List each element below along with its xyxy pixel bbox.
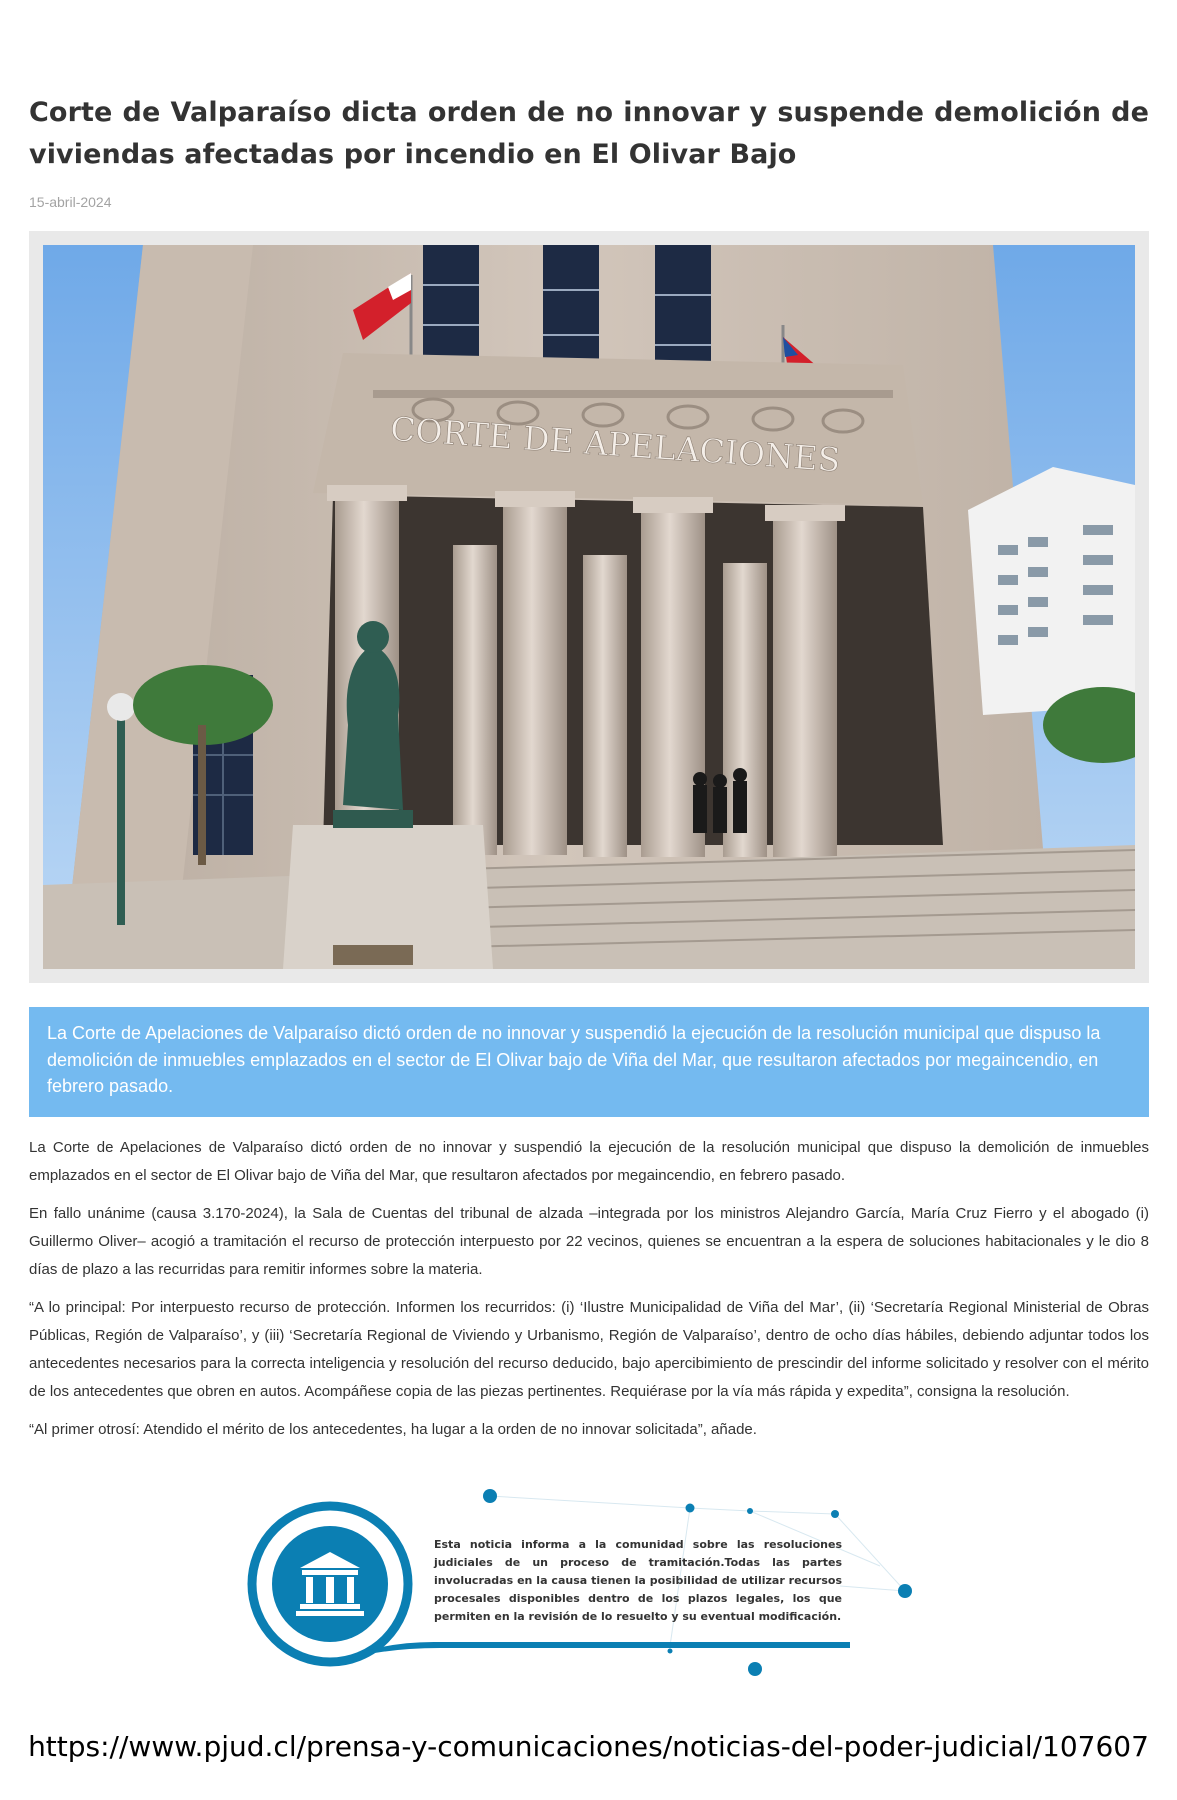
court-building-photo — [43, 245, 1135, 969]
paragraph-1: La Corte de Apelaciones de Valparaíso dictó orden de no innovar y suspendió la ejecución de la resolución municipal que dispuso la demolición de inmuebles emplazados en el sector de El Olivar bajo de Viña del Mar, que resultaron afectados por megaincendio, en febrero pasado. — [29, 1139, 1149, 1184]
facade-inscription: CORTE DE APELACIONES — [389, 409, 842, 480]
article-title: Corte de Valparaíso dicta orden de no innovar y suspende demolición de viviendas afectadas por incendio en El Olivar Bajo — [29, 97, 1149, 170]
article-body — [29, 1134, 1149, 1454]
paragraph-2: En fallo unánime (causa 3.170-2024), la Sala de Cuentas del tribunal de alzada –integrada por los ministros Alejandro García, María Cruz Fierro y el abogado (i) Guillermo Oliver– acogió a tramitación el recurso de protección interpuesto por 22 vecinos, quienes se encuentran a la espera de soluciones habitacionales y le dio 8 días de plazo a las recurridas para remitir informes sobre la materia. — [29, 1205, 1149, 1278]
lead-summary: La Corte de Apelaciones de Valparaíso dictó orden de no innovar y suspendió la ejecución de la resolución municipal que dispuso la demolición de inmuebles emplazados en el sector de El Olivar bajo de Viña del Mar, que resultaron afectados por megaincendio, en febrero pasado. — [29, 1007, 1149, 1117]
article-photo — [29, 231, 1149, 983]
paragraph-3: “A lo principal: Por interpuesto recurso de protección. Informen los recurridos: (i) ‘Ilustre Municipalidad de Viña del Mar’, (ii) ‘Secretaría Regional Ministerial de Obras Públicas, Región de Valparaíso’, y (iii) ‘Secretaría Regional de Viviendo y Urbanismo, Región de Valparaíso’, dentro de ocho días hábiles, debiendo adjuntar todos los antecedentes necesarios para la correcta inteligencia y resolución del recurso deducido, bajo apercibimiento de prescindir del informe solicitado y resolver con el mérito de los antecedentes que obren en autos. Acompáñese copia de las piezas pertinentes. Requiérase por la vía más rápida y expedita”, consigna la resolución. — [29, 1299, 1149, 1400]
source-url: https://www.pjud.cl/prensa-y-comunicaciones/noticias-del-poder-judicial/107607 — [28, 1730, 1149, 1763]
article-date: 15-abril-2024 — [29, 194, 112, 210]
paragraph-4: “Al primer otrosí: Atendido el mérito de los antecedentes, ha lugar a la orden de no innovar solicitada”, añade. — [29, 1421, 757, 1438]
legal-notice: Esta noticia informa a la comunidad sobre las resoluciones judiciales de un proceso de tramitación.Todas las partes involucradas en la causa tienen la posibilidad de utilizar recursos procesales disponibles dentro de los plazos legales, los que permiten en la revisión de lo resuelto y su eventual modificación. — [434, 1538, 842, 1623]
